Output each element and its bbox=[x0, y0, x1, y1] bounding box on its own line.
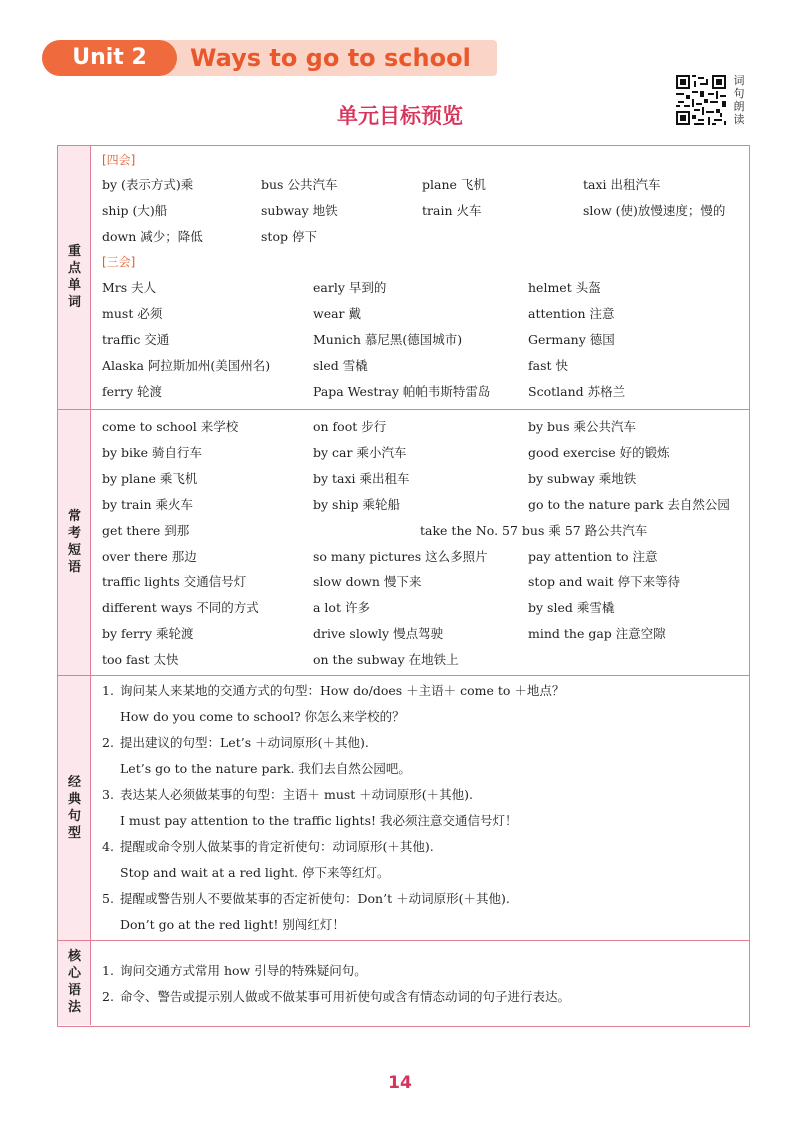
item-number: 2. bbox=[102, 735, 114, 750]
phrase: mind the gap 注意空隙 bbox=[528, 626, 666, 641]
phrase: on the subway 在地铁上 bbox=[313, 652, 459, 667]
section-label bbox=[58, 410, 91, 675]
item-number: 3. bbox=[102, 787, 114, 802]
sentence-example: Let’s go to the nature park. 我们去自然公园吧。 bbox=[120, 761, 411, 776]
phrase: over there 那边 bbox=[102, 549, 197, 564]
phrase: by subway 乘地铁 bbox=[528, 471, 637, 486]
sentence-example: How do you come to school? 你怎么来学校的？ bbox=[120, 709, 405, 724]
item-number: 2. bbox=[102, 989, 114, 1004]
grammar-point: 询问交通方式常用 how 引导的特殊疑问句。 bbox=[120, 963, 367, 978]
label-char: 词 bbox=[67, 295, 81, 310]
four-skills-tag: [四会] bbox=[102, 153, 136, 167]
phrase: so many pictures 这么多照片 bbox=[313, 549, 488, 564]
word: bus 公共汽车 bbox=[261, 177, 338, 192]
unit-badge: Unit 2 bbox=[42, 40, 177, 76]
phrase: a lot 许多 bbox=[313, 600, 370, 615]
unit-title: Ways to go to school bbox=[190, 44, 471, 72]
qr-code-icon[interactable] bbox=[676, 75, 726, 125]
word: wear 戴 bbox=[313, 306, 361, 321]
word: down 减少；降低 bbox=[102, 229, 203, 244]
phrase: by bike 骑自行车 bbox=[102, 445, 202, 460]
label-char: 语 bbox=[67, 560, 81, 575]
qr-label: 词句朗读 bbox=[733, 74, 745, 126]
phrase: by plane 乘飞机 bbox=[102, 471, 198, 486]
word: Alaska 阿拉斯加州(美国州名) bbox=[102, 358, 271, 373]
phrase: pay attention to 注意 bbox=[528, 549, 658, 564]
section-label bbox=[58, 941, 91, 1025]
phrase: go to the nature park 去自然公园 bbox=[528, 497, 730, 512]
phrases-section bbox=[58, 409, 749, 675]
phrase: come to school 来学校 bbox=[102, 419, 239, 434]
phrase: traffic lights 交通信号灯 bbox=[102, 574, 247, 589]
word: ship (大)船 bbox=[102, 203, 168, 218]
sentence-rule: 表达某人必须做某事的句型：主语＋ must ＋动词原形(＋其他). bbox=[120, 787, 474, 802]
label-char: 典 bbox=[67, 792, 81, 807]
word: sled 雪橇 bbox=[313, 358, 368, 373]
word: Munich 慕尼黑(德国城市) bbox=[313, 332, 463, 347]
word: taxi 出租汽车 bbox=[583, 177, 661, 192]
sentence-example: I must pay attention to the traffic lights! 我必须注意交通信号灯！ bbox=[120, 813, 518, 828]
section-label bbox=[58, 676, 91, 940]
phrase: different ways 不同的方式 bbox=[102, 600, 259, 615]
phrase: take the No. 57 bus 乘 57 路公共汽车 bbox=[420, 523, 648, 538]
label-char: 核 bbox=[67, 949, 81, 964]
label-char: 型 bbox=[67, 826, 81, 841]
phrase: drive slowly 慢点驾驶 bbox=[313, 626, 444, 641]
phrase: by ship 乘轮船 bbox=[313, 497, 400, 512]
vocab-section bbox=[58, 146, 749, 409]
label-char: 法 bbox=[67, 1000, 81, 1015]
word: fast 快 bbox=[528, 358, 568, 373]
word: stop 停下 bbox=[261, 229, 317, 244]
phrase: slow down 慢下来 bbox=[313, 574, 422, 589]
word: plane 飞机 bbox=[422, 177, 486, 192]
sentence-rule: 询问某人来某地的交通方式的句型：How do/does ＋主语＋ come to ＋地点？ bbox=[120, 683, 565, 698]
sentence-rule: 提醒或警告别人不要做某事的否定祈使句：Don’t ＋动词原形(＋其他). bbox=[120, 891, 510, 906]
label-char: 短 bbox=[67, 543, 81, 558]
word: attention 注意 bbox=[528, 306, 615, 321]
word: Scotland 苏格兰 bbox=[528, 384, 626, 399]
word: Papa Westray 帕帕韦斯特雷岛 bbox=[313, 384, 491, 399]
phrase: by taxi 乘出租车 bbox=[313, 471, 410, 486]
phrase: on foot 步行 bbox=[313, 419, 387, 434]
label-char: 经 bbox=[67, 775, 81, 790]
grammar-point: 命令、警告或提示别人做或不做某事可用祈使句或含有情态动词的句子进行表达。 bbox=[120, 989, 571, 1004]
phrase: by car 乘小汽车 bbox=[313, 445, 407, 460]
sentence-rule: 提醒或命令别人做某事的肯定祈使句：动词原形(＋其他). bbox=[120, 839, 434, 854]
item-number: 1. bbox=[102, 683, 114, 698]
label-char: 考 bbox=[67, 526, 81, 541]
phrase: by bus 乘公共汽车 bbox=[528, 419, 636, 434]
overview-table bbox=[57, 145, 750, 1027]
page-title: 单元目标预览 bbox=[337, 104, 463, 128]
word: slow (使)放慢速度；慢的 bbox=[583, 203, 726, 218]
label-char: 语 bbox=[67, 983, 81, 998]
label-char: 常 bbox=[67, 509, 81, 524]
sentences-section bbox=[58, 675, 749, 940]
label-char: 单 bbox=[67, 278, 81, 293]
phrase: by train 乘火车 bbox=[102, 497, 194, 512]
phrase: too fast 太快 bbox=[102, 652, 179, 667]
word: subway 地铁 bbox=[261, 203, 338, 218]
phrase: by sled 乘雪橇 bbox=[528, 600, 615, 615]
sentence-example: Don’t go at the red light! 别闯红灯！ bbox=[120, 917, 345, 932]
phrase: by ferry 乘轮渡 bbox=[102, 626, 194, 641]
sentence-example: Stop and wait at a red light. 停下来等红灯。 bbox=[120, 865, 390, 880]
section-label bbox=[58, 146, 91, 409]
item-number: 5. bbox=[102, 891, 114, 906]
grammar-section bbox=[58, 940, 749, 1025]
label-char: 点 bbox=[67, 261, 81, 276]
sentence-rule: 提出建议的句型：Let’s ＋动词原形(＋其他). bbox=[120, 735, 369, 750]
word: Germany 德国 bbox=[528, 332, 615, 347]
word: Mrs 夫人 bbox=[102, 280, 157, 295]
label-char: 重 bbox=[67, 244, 81, 259]
item-number: 4. bbox=[102, 839, 114, 854]
page-number: 14 bbox=[388, 1073, 412, 1093]
word: early 早到的 bbox=[313, 280, 387, 295]
phrase: get there 到那 bbox=[102, 523, 190, 538]
word: train 火车 bbox=[422, 203, 482, 218]
word: helmet 头盔 bbox=[528, 280, 601, 295]
label-char: 心 bbox=[67, 966, 81, 981]
word: traffic 交通 bbox=[102, 332, 170, 347]
word: must 必须 bbox=[102, 306, 163, 321]
phrase: good exercise 好的锻炼 bbox=[528, 445, 670, 460]
phrase: stop and wait 停下来等待 bbox=[528, 574, 681, 589]
word: ferry 轮渡 bbox=[102, 384, 163, 399]
label-char: 句 bbox=[67, 809, 81, 824]
item-number: 1. bbox=[102, 963, 114, 978]
three-skills-tag: [三会] bbox=[102, 255, 136, 269]
word: by (表示方式)乘 bbox=[102, 177, 194, 192]
